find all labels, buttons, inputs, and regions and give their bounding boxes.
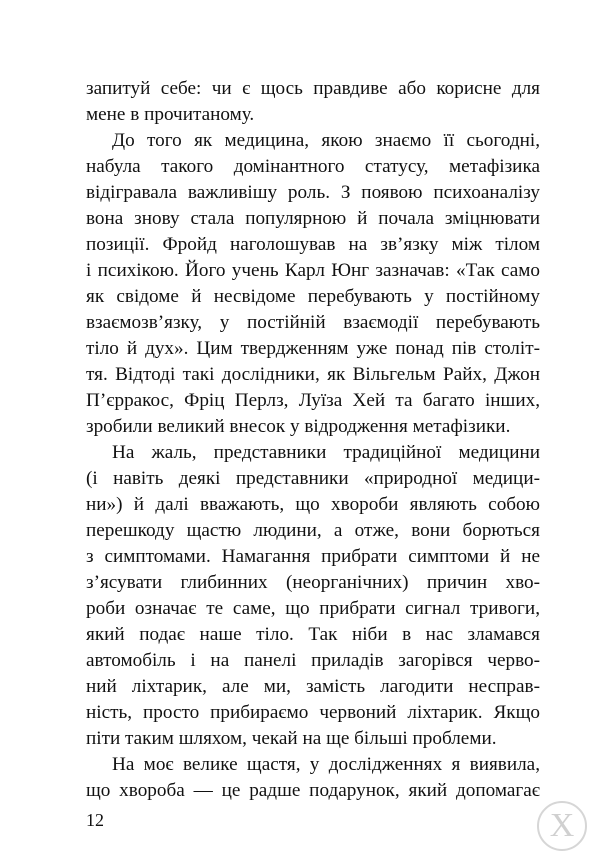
text-line: набула такого домінантного статусу, метафізика [86,156,540,177]
text-line: з симптомами. Намагання прибрати симптоми й не [86,546,540,567]
text-line: ни») й далі вважають, що хвороби являють собою [86,494,540,515]
text-line: (і навіть деякі представники «природної медици- [86,468,540,489]
text-line: перешкоду щастю людини, а отже, вони борються [86,520,540,541]
text-line: тіло й дух». Цим твердженням уже понад пів століт- [86,338,540,359]
text-line: який подає наше тіло. Так ніби в нас зламався [86,624,540,645]
text-line: ність, просто прибираємо червоний ліхтарик. Якщо [86,702,540,723]
text-line: вона знову стала популярною й почала зміцнювати [86,208,540,229]
watermark-logo: Х [537,801,587,851]
text-line: тя. Відтоді такі дослідники, як Вільгельм Райх, Джон [86,364,540,385]
text-line: зробили великий внесок у відродження метафізики. [86,416,511,437]
text-line: і психікою. Його учень Карл Юнг зазначав: «Так само [86,260,540,281]
text-line: піти таким шляхом, чекай на ще більші проблеми. [86,728,497,749]
text-line: з’ясувати глибинних (неорганічних) причин хво- [86,572,540,593]
text-line: як свідоме й несвідоме перебувають у постійному [86,286,540,307]
text-line: що хвороба — це радше подарунок, який допомагає [86,780,540,801]
text-line: мене в прочитаному. [86,104,255,125]
text-line: запитуй себе: чи є щось правдиве або корисне для [86,78,540,99]
text-line: автомобіль і на панелі приладів загорівся черво- [86,650,540,671]
text-line: П’єрракос, Фріц Перлз, Луїза Хей та багато інших, [86,390,540,411]
text-line: відігравала важливішу роль. З появою психоаналізу [86,182,540,203]
text-line: ний ліхтарик, але ми, замість лагодити несправ- [86,676,540,697]
text-line: позиції. Фройд наголошував на зв’язку між тілом [86,234,540,255]
text-line: До того як медицина, якою знаємо її сьогодні, [112,130,540,151]
page-number: 12 [86,810,104,830]
text-line: взаємозв’язку, у постійній взаємодії перебувають [86,312,540,333]
text-line: роби означає те саме, що прибрати сигнал тривоги, [86,598,540,619]
text-line: На жаль, представники традиційної медицини [112,442,540,463]
text-line: На моє велике щастя, у дослідженнях я виявила, [112,754,540,775]
